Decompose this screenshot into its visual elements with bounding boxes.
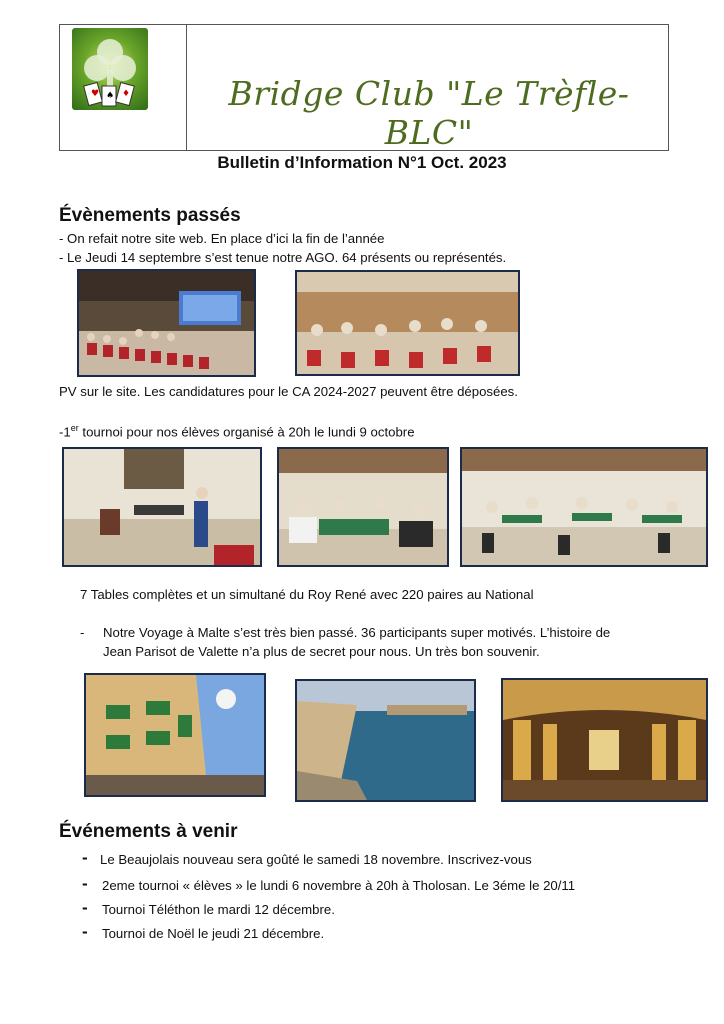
svg-text:♥: ♥ bbox=[91, 89, 100, 99]
malta-photo-cathedral bbox=[501, 678, 708, 802]
past-line-tournoi bbox=[59, 423, 415, 439]
upcoming-item-2: 2eme tournoi « élèves » le lundi 6 novembre à 20h à Tholosan. Le 3éme le 20/11 bbox=[102, 878, 576, 893]
past-line-pv: PV sur le site. Les candidatures pour le CA 2024-2027 peuvent être déposées. bbox=[59, 384, 518, 399]
upcoming-dash-2: - bbox=[82, 874, 88, 893]
ago-photo-projection bbox=[77, 269, 256, 377]
malta-photo-street bbox=[84, 673, 266, 797]
tournoi-photo-2 bbox=[277, 447, 449, 567]
club-logo bbox=[72, 28, 148, 110]
upcoming-dash-1: - bbox=[82, 848, 88, 867]
voyage-line-1: Notre Voyage à Malte s’est très bien passé. 36 participants super motivés. L’histoire de bbox=[103, 625, 611, 640]
upcoming-item-3: Tournoi Téléthon le mardi 12 décembre. bbox=[102, 902, 335, 917]
past-events-heading: Évènements passés bbox=[59, 205, 241, 226]
tournoi-photo-1 bbox=[62, 447, 262, 567]
tournoi-rest: tournoi pour nos élèves organisé à 20h le lundi 9 octobre bbox=[78, 424, 415, 440]
tournoi-prefix: -1 bbox=[59, 424, 71, 440]
club-clover-icon bbox=[72, 28, 148, 110]
club-title: Bridge Club "Le Trèfle-BLC" bbox=[228, 74, 630, 152]
voyage-dash: - bbox=[80, 625, 85, 640]
bulletin-title: Bulletin d’Information N°1 Oct. 2023 bbox=[217, 153, 507, 172]
upcoming-events-heading: Événements à venir bbox=[59, 821, 238, 842]
tournoi-photo-3 bbox=[460, 447, 708, 567]
upcoming-dash-3: - bbox=[82, 898, 88, 917]
svg-text:♠: ♠ bbox=[106, 91, 115, 101]
tables-line: 7 Tables complètes et un simultané du Roy René avec 220 paires au National bbox=[80, 587, 534, 602]
tournoi-sup: er bbox=[70, 423, 79, 433]
upcoming-item-1: Le Beaujolais nouveau sera goûté le samedi 18 novembre. Inscrivez-vous bbox=[100, 852, 532, 867]
upcoming-item-4: Tournoi de Noël le jeudi 21 décembre. bbox=[102, 926, 325, 941]
ago-photo-audience bbox=[295, 270, 520, 376]
malta-photo-harbour bbox=[295, 679, 476, 802]
svg-text:♦: ♦ bbox=[122, 89, 131, 99]
voyage-line-2: Jean Parisot de Valette n’a plus de secret pour nous. Un très bon souvenir. bbox=[103, 644, 540, 659]
past-line-website: - On refait notre site web. En place d’ici la fin de l’année bbox=[59, 231, 385, 246]
upcoming-dash-4: - bbox=[82, 922, 88, 941]
header-divider bbox=[186, 24, 187, 151]
past-line-ago: - Le Jeudi 14 septembre s’est tenue notre AGO. 64 présents ou représentés. bbox=[59, 250, 507, 265]
